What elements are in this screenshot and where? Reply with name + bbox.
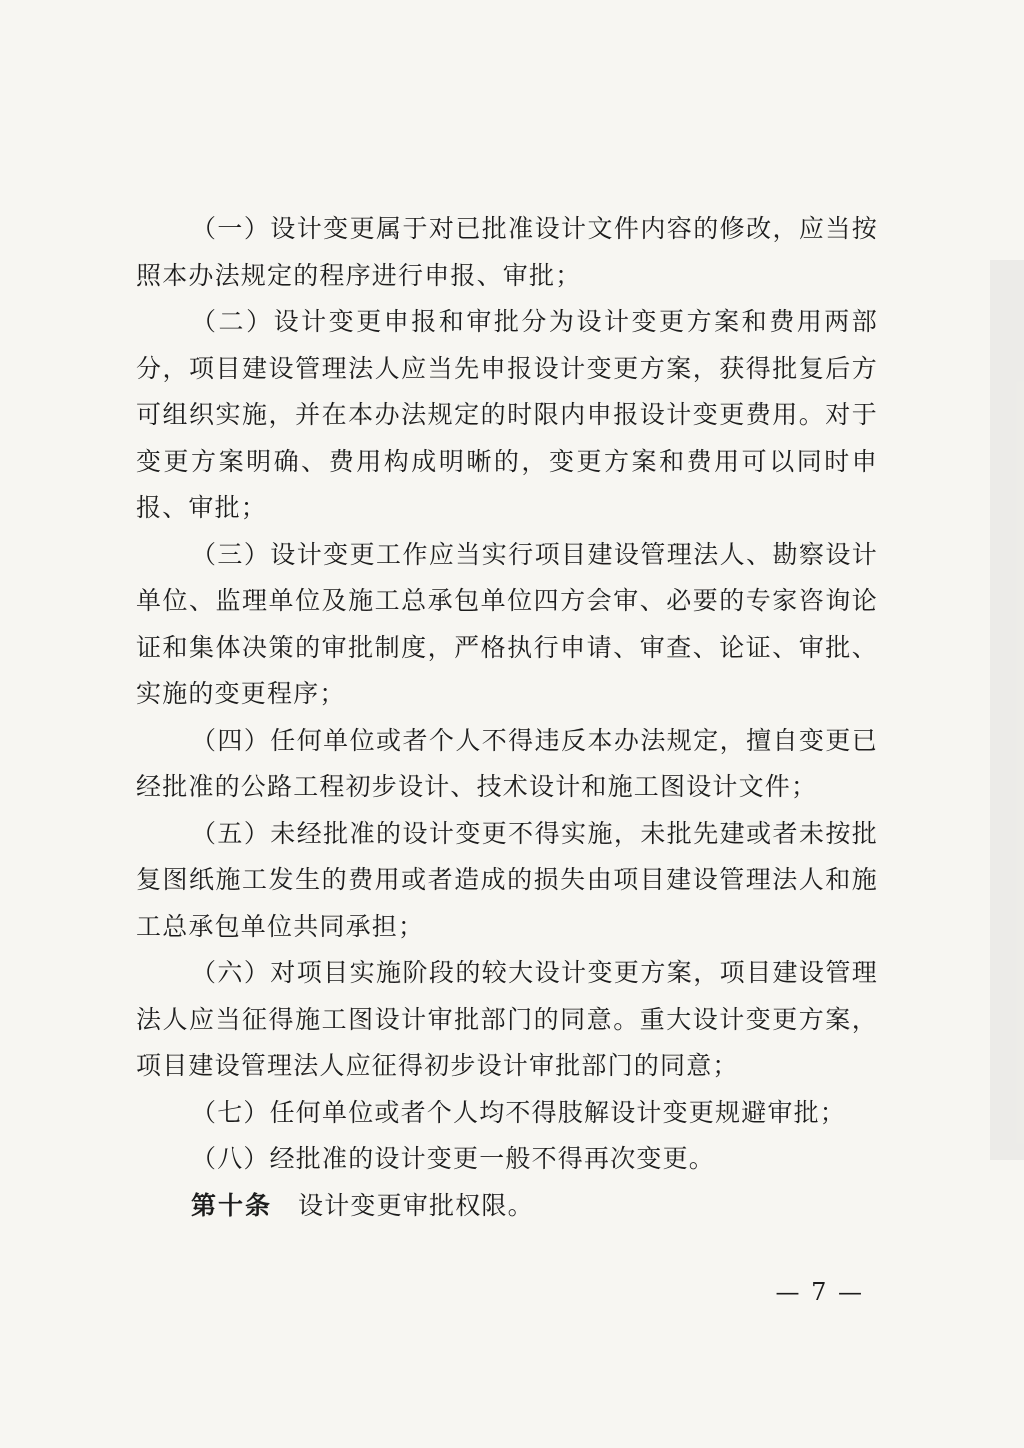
document-body <box>136 206 878 1229</box>
clause-paragraph-8: （八）经批准的设计变更一般不得再次变更。 <box>191 1144 716 1173</box>
clause-paragraph-4: （四）任何单位或者个人不得违反本办法规定，擅自变更已经批准的公路工程初步设计、技术设计和施工图设计文件； <box>136 725 878 801</box>
article-text: 设计变更审批权限。 <box>298 1190 534 1220</box>
article-heading: 第十条 <box>191 1190 273 1220</box>
page-number: — 7 — <box>775 1278 864 1306</box>
clause-paragraph-6: （六）对项目实施阶段的较大设计变更方案，项目建设管理法人应当征得施工图设计审批部门的同意。重大设计变更方案，项目建设管理法人应征得初步设计审批部门的同意； <box>136 958 878 1080</box>
article-line <box>136 1183 878 1230</box>
scan-bleed-shadow <box>990 260 1024 1160</box>
clause-paragraph-3: （三）设计变更工作应当实行项目建设管理法人、勘察设计单位、监理单位及施工总承包单位四方会审、必要的专家咨询论证和集体决策的审批制度，严格执行申请、审查、论证、审批、实施的变更程序； <box>136 539 878 708</box>
clause-paragraph-7: （七）任何单位或者个人均不得肢解设计变更规避审批； <box>191 1097 847 1127</box>
clause-paragraph-1: （一）设计变更属于对已批准设计文件内容的修改，应当按照本办法规定的程序进行申报、审批； <box>136 214 878 290</box>
clause-paragraph-2: （二）设计变更申报和审批分为设计变更方案和费用两部分，项目建设管理法人应当先申报设计变更方案，获得批复后方可组织实施，并在本办法规定的时限内申报设计变更费用。对于变更方案明确、费用构成明晰的，变更方案和费用可以同时申报、审批； <box>136 307 878 522</box>
clause-paragraph-5: （五）未经批准的设计变更不得实施，未批先建或者未按批复图纸施工发生的费用或者造成的损失由项目建设管理法人和施工总承包单位共同承担； <box>136 818 878 941</box>
